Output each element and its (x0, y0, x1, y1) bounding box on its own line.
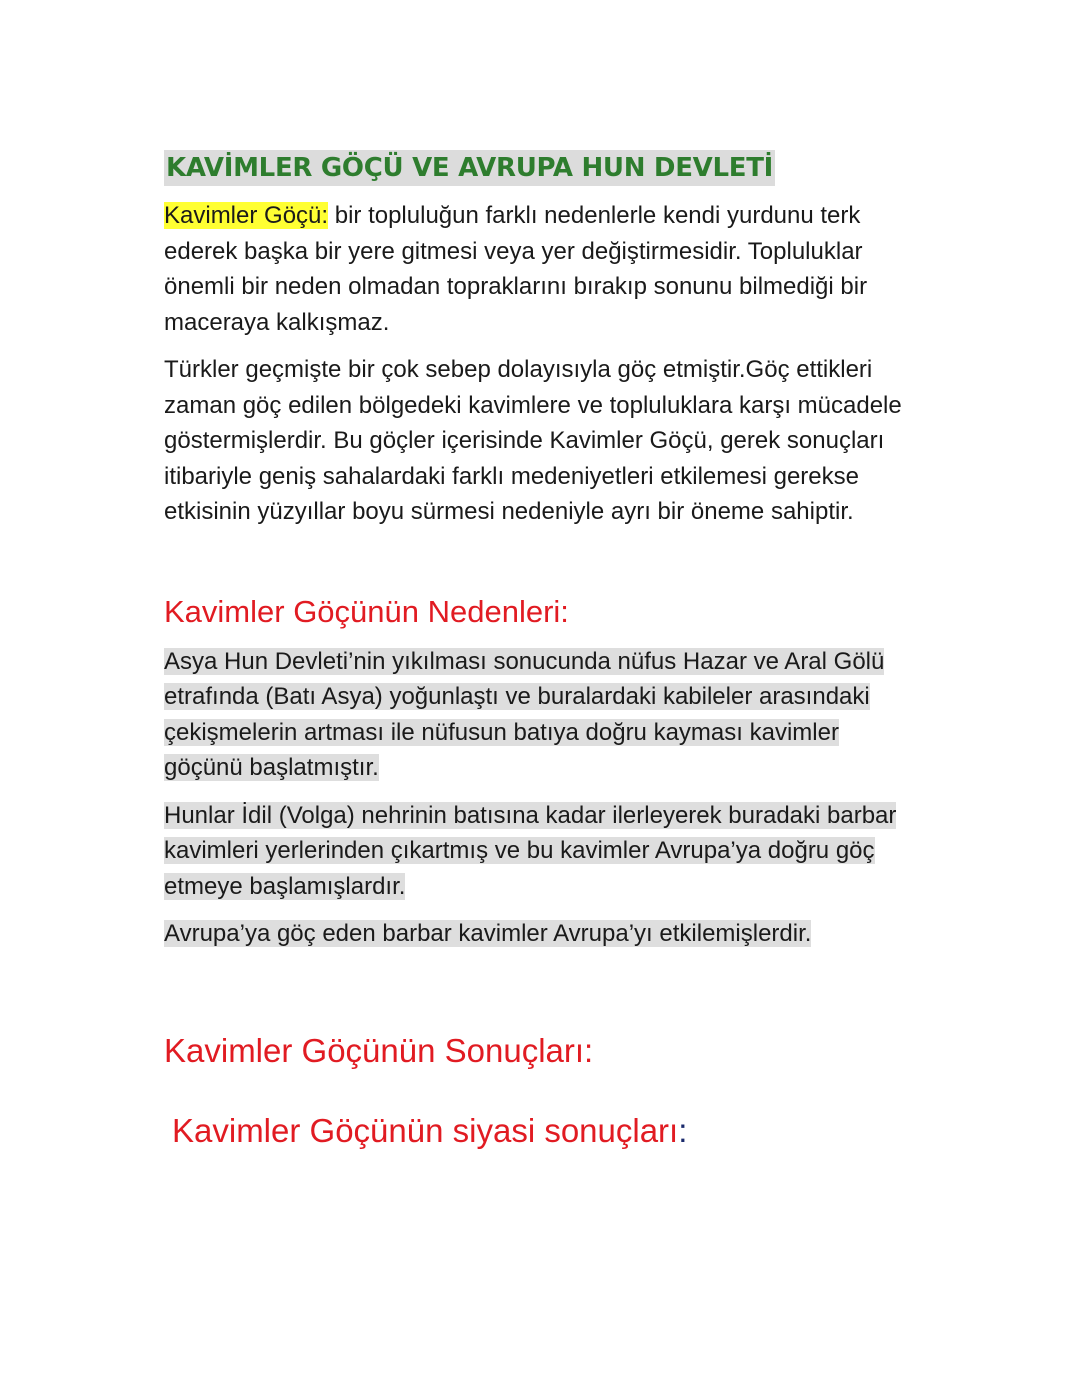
reason-item (164, 798, 924, 905)
reason-item (164, 916, 924, 952)
reason-text: Asya Hun Devleti’nin yıkılması sonucunda nüfus Hazar ve Aral Gölü etrafında (Batı Asya) yoğunlaştı ve buralardaki kabileler arasındaki çekişmelerin artması ile nüfusun batıya doğru kayması kavimler göçünü başlatmıştır. (164, 647, 885, 781)
term-definition: bir topluluğun farklı nedenlerle kendi yurdunu terk ederek başka bir yere gitmesi veya yer değiştirmesidir. Topluluklar önemli bir neden olmadan topraklarını bırakıp sonunu bilmediği bir maceraya kalkışmaz. (164, 202, 868, 336)
political-results-heading (164, 1111, 924, 1151)
reasons-heading: Kavimler Göçünün Nedenleri: (164, 593, 569, 629)
intro-paragraph (164, 198, 924, 340)
political-results-label: Kavimler Göçünün siyasi sonuçları (172, 1111, 679, 1149)
political-results-colon: : (678, 1111, 688, 1149)
reason-item (164, 644, 924, 786)
document-page (164, 150, 924, 1151)
history-paragraph: Türkler geçmişte bir çok sebep dolayısıyla göç etmiştir.Göç ettikleri zaman göç edilen bölgedeki kavimlere ve topluluklara karşı mücadele göstermişlerdir. Bu göçler içerisinde Kavimler Göçü, gerek sonuçları itibariyle geniş sahalardaki farklı medeniyetleri etkilemesi gerekse etkisinin yüzyıllar boyu sürmesi nedeniyle ayrı bir öneme sahiptir. (164, 356, 902, 525)
term-highlight: Kavimler Göçü: (164, 202, 329, 229)
results-heading: Kavimler Göçünün Sonuçları: (164, 1031, 594, 1069)
reason-text: Hunlar İdil (Volga) nehrinin batısına kadar ilerleyerek buradaki barbar kavimleri yerlerinden çıkartmış ve bu kavimler Avrupa’ya doğru göç etmeye başlamışlardır. (164, 801, 897, 900)
reason-text: Avrupa’ya göç eden barbar kavimler Avrupa’yı etkilemişlerdir. (164, 920, 812, 947)
page-title: KAVİMLER GÖÇÜ VE AVRUPA HUN DEVLETİ (164, 150, 775, 186)
